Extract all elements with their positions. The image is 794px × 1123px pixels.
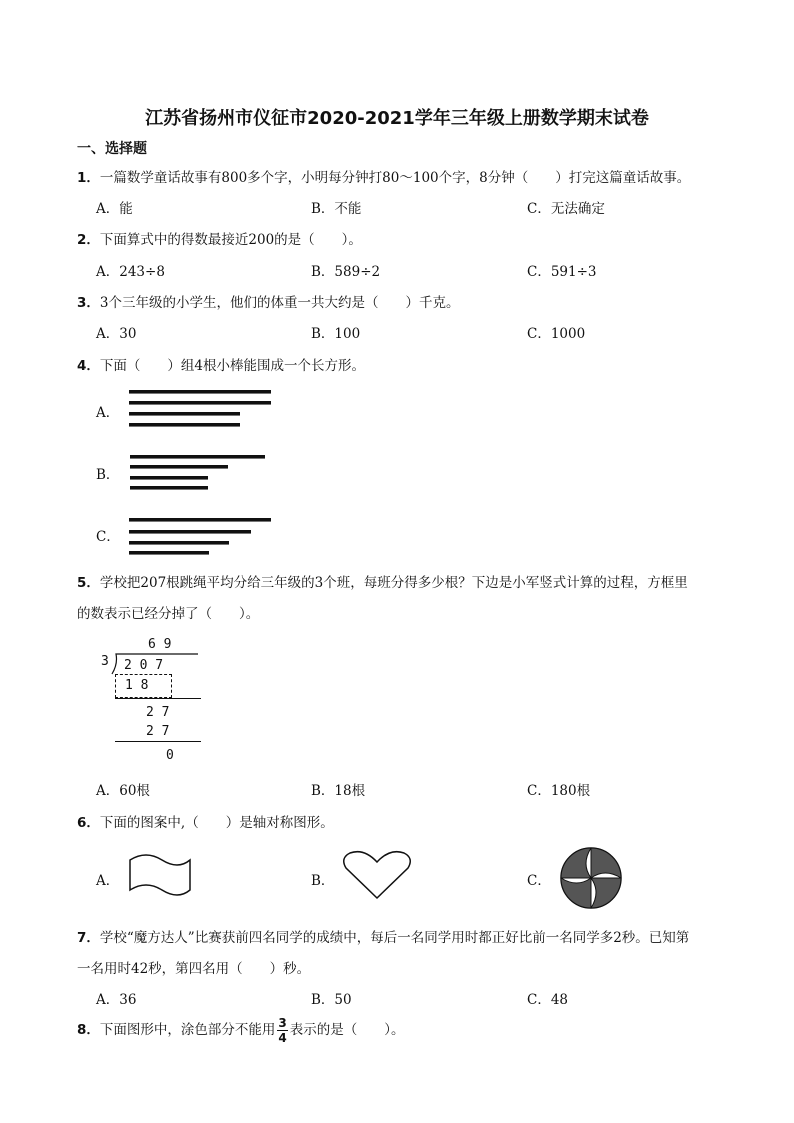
question-text-before: 下面图形中，涂色部分不能用 [99, 1022, 276, 1038]
division-line [115, 698, 201, 699]
question-1 [77, 166, 690, 186]
dividend: 2 0 7 [124, 658, 164, 673]
quotient: 6 9 [148, 637, 172, 652]
question-number: 6． [77, 815, 100, 831]
question-number: 4． [77, 358, 100, 374]
q1-option-c[interactable]: C．无法确定 [527, 201, 605, 217]
stick [129, 530, 251, 534]
stick [129, 412, 240, 416]
question-text: 下面的图案中,（ ）是轴对称图形。 [99, 815, 334, 831]
stick [129, 518, 271, 522]
q5-option-a[interactable]: A．60根 [96, 783, 150, 799]
heart-shape [340, 850, 414, 902]
question-7 [77, 926, 689, 946]
stick [130, 486, 208, 490]
question-text: 一篇数学童话故事有800多个字，小明每分钟打80～100个字，8分钟（ ）打完这篇童话故事。 [99, 170, 691, 186]
question-7-line-2: 一名用时42秒，第四名用（ ）秒。 [77, 961, 311, 977]
question-5 [77, 571, 688, 591]
q1-option-b[interactable]: B．不能 [311, 201, 362, 217]
stick [129, 401, 271, 405]
question-number: 8． [77, 1022, 100, 1038]
stick [129, 541, 229, 545]
question-text: 学校“魔方达人”比赛获前四名同学的成绩中，每后一名同学用时都正好比前一名同学多2秒。已知第 [99, 930, 690, 946]
question-number: 5． [77, 575, 100, 591]
fraction-denominator: 4 [278, 1031, 287, 1045]
q6-option-b[interactable]: B． [311, 873, 335, 889]
question-number: 7． [77, 930, 100, 946]
question-2 [77, 228, 362, 248]
fraction-numerator: 3 [278, 1016, 287, 1030]
q2-option-a[interactable]: A．243÷8 [96, 264, 165, 280]
question-3 [77, 291, 460, 311]
stick [130, 476, 208, 480]
section-heading: 一、选择题 [77, 141, 147, 157]
stick [130, 455, 265, 459]
q5-option-b[interactable]: B．18根 [311, 783, 366, 799]
q4-option-a[interactable]: A． [96, 405, 120, 421]
q7-option-a[interactable]: A．36 [96, 992, 137, 1008]
stick [129, 390, 271, 394]
question-4 [77, 354, 365, 374]
q4-option-b[interactable]: B． [96, 467, 120, 483]
flag-shape [126, 852, 194, 900]
q1-option-a[interactable]: A．能 [96, 201, 133, 217]
question-text: 3个三年级的小学生，他们的体重一共大约是（ ）千克。 [99, 295, 460, 311]
question-text-after: 表示的是（ ）。 [289, 1022, 405, 1038]
division-line [115, 741, 201, 742]
remainder: 0 [166, 748, 174, 763]
question-text: 下面（ ）组4根小棒能围成一个长方形。 [99, 358, 365, 374]
divisor: 3 [101, 654, 109, 669]
question-number: 2． [77, 232, 100, 248]
q5-option-c[interactable]: C．180根 [527, 783, 591, 799]
partial-dividend: 2 7 [146, 705, 170, 720]
q6-option-c[interactable]: C． [527, 873, 551, 889]
boxed-product: 1 8 [125, 678, 149, 693]
stick [129, 551, 209, 555]
q4-option-c[interactable]: C． [96, 529, 120, 545]
q2-option-c[interactable]: C．591÷3 [527, 264, 597, 280]
q6-option-a[interactable]: A． [96, 873, 120, 889]
question-number: 1． [77, 170, 100, 186]
pinwheel-shape [559, 846, 623, 910]
page-title: 江苏省扬州市仪征市2020-2021学年三年级上册数学期末试卷 [145, 108, 649, 129]
stick [130, 465, 228, 469]
question-text: 下面算式中的得数最接近200的是（ ）。 [99, 232, 362, 248]
q3-option-b[interactable]: B．100 [311, 326, 361, 342]
question-number: 3． [77, 295, 100, 311]
stick [129, 423, 240, 427]
fraction [277, 1017, 287, 1044]
q7-option-c[interactable]: C．48 [527, 992, 569, 1008]
q3-option-c[interactable]: C．1000 [527, 326, 586, 342]
q3-option-a[interactable]: A．30 [96, 326, 137, 342]
partial-product: 2 7 [146, 724, 170, 739]
question-6 [77, 811, 334, 831]
question-text: 学校把207根跳绳平均分给三年级的3个班，每班分得多少根？下边是小军竖式计算的过程，方框里 [99, 575, 688, 591]
question-5-line-2: 的数表示已经分掉了（ ）。 [77, 606, 260, 622]
q7-option-b[interactable]: B．50 [311, 992, 352, 1008]
question-8 [77, 1017, 405, 1044]
q2-option-b[interactable]: B．589÷2 [311, 264, 381, 280]
